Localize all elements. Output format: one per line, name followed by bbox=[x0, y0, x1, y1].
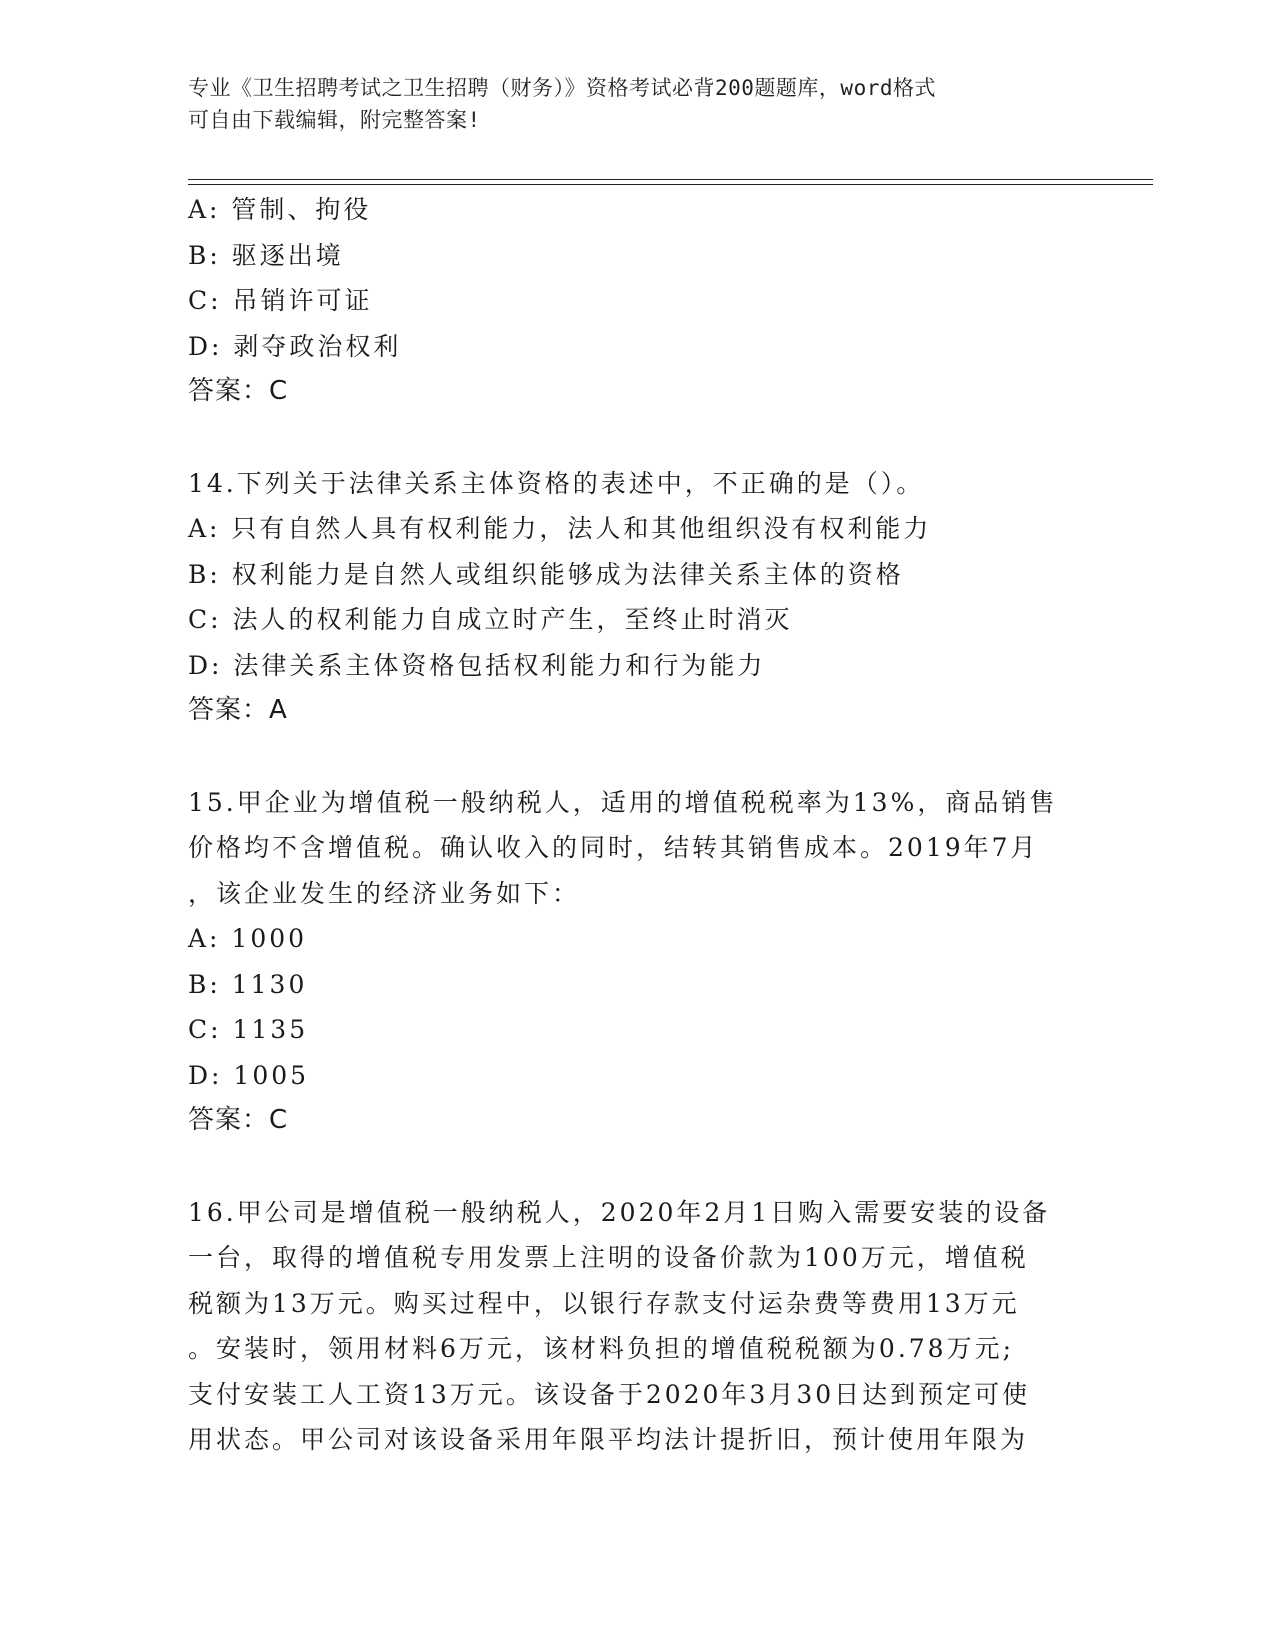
answer-line: 答案：A bbox=[188, 695, 288, 725]
question-stem-line: 一台，取得的增值税专用发票上注明的设备价款为100万元，增值税 bbox=[188, 1243, 1029, 1272]
question-stem-line: 。安装时，领用材料6万元，该材料负担的增值税税额为0.78万元; bbox=[188, 1334, 1014, 1363]
spacer bbox=[188, 415, 1088, 461]
answer-line: 答案：C bbox=[188, 1105, 289, 1135]
option-d: D: 剥夺政治权利 bbox=[188, 331, 402, 361]
answer-line: 答案：C bbox=[188, 376, 289, 406]
question-stem: 14.下列关于法律关系主体资格的表述中，不正确的是（）。 bbox=[188, 468, 925, 498]
option-c: C: 吊销许可证 bbox=[188, 286, 373, 315]
option-a: A: 只有自然人具有权利能力，法人和其他组织没有权利能力 bbox=[188, 514, 932, 543]
document-header bbox=[188, 72, 1068, 136]
question-stem-line: 税额为13万元。购买过程中，以银行存款支付运杂费等费用13万元 bbox=[188, 1288, 1020, 1318]
option-d: D: 1005 bbox=[188, 1060, 310, 1090]
option-c: C: 法人的权利能力自成立时产生，至终止时消灭 bbox=[188, 605, 793, 634]
option-a: A: 1000 bbox=[188, 924, 308, 953]
spacer bbox=[188, 734, 1088, 780]
question-stem-line: 16.甲公司是增值税一般纳税人，2020年2月1日购入需要安装的设备 bbox=[188, 1197, 1051, 1227]
question-13 bbox=[188, 187, 1088, 415]
question-14 bbox=[188, 461, 1088, 734]
option-a: A: 管制、拘役 bbox=[188, 195, 372, 224]
option-d: D: 法律关系主体资格包括权利能力和行为能力 bbox=[188, 650, 766, 680]
header-line-2: 可自由下载编辑，附完整答案! bbox=[188, 108, 481, 132]
question-stem-line: 用状态。甲公司对该设备采用年限平均法计提折旧，预计使用年限为 bbox=[188, 1425, 1029, 1454]
question-stem-line: 15.甲企业为增值税一般纳税人，适用的增值税税率为13%，商品销售 bbox=[188, 787, 1058, 817]
question-stem-line: 价格均不含增值税。确认收入的同时，结转其销售成本。2019年7月 bbox=[188, 833, 1039, 862]
question-stem-line: ，该企业发生的经济业务如下： bbox=[188, 878, 581, 908]
question-16 bbox=[188, 1190, 1088, 1463]
header-line-1: 专业《卫生招聘考试之卫生招聘（财务）》资格考试必背200题题库，word格式 bbox=[188, 76, 936, 100]
option-c: C: 1135 bbox=[188, 1015, 309, 1044]
question-stem-line: 支付安装工人工资13万元。该设备于2020年3月30日达到预定可使 bbox=[188, 1379, 1031, 1409]
header-divider-bottom bbox=[188, 184, 1153, 185]
question-15 bbox=[188, 780, 1088, 1144]
spacer bbox=[188, 1144, 1088, 1190]
option-b: B: 权利能力是自然人或组织能够成为法律关系主体的资格 bbox=[188, 559, 904, 589]
option-b: B: 1130 bbox=[188, 969, 308, 999]
document-body bbox=[188, 187, 1088, 1463]
option-b: B: 驱逐出境 bbox=[188, 240, 344, 270]
header-divider-top bbox=[188, 179, 1153, 180]
